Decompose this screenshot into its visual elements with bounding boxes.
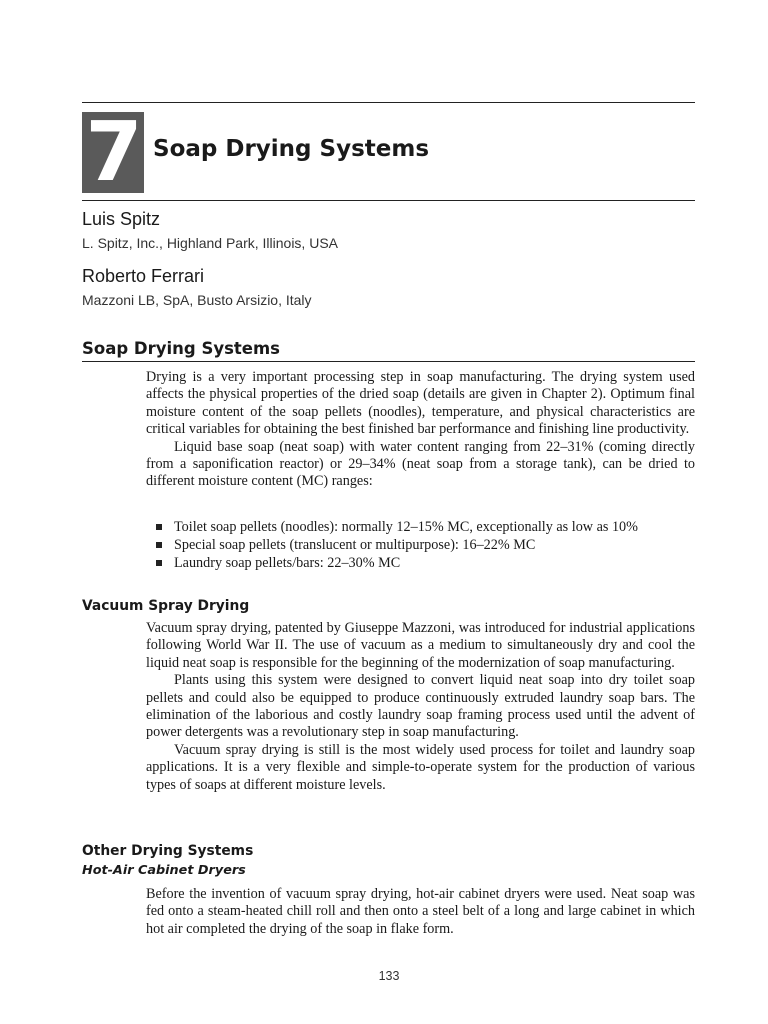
list-item (156, 518, 638, 536)
top-rule (82, 102, 695, 103)
subsection-heading: Other Drying Systems (82, 843, 254, 859)
paragraph: Plants using this system were designed to convert liquid neat soap into dry toilet soap pellets and could also be equipped to produce continuously extruded laundry soap bars. The elimination of the laborious and costly laundry soap framing process used until the advent of power detergents was a revolutionary step in soap manufacturing. (146, 672, 695, 741)
intro-text-block (146, 369, 695, 491)
paragraph: Drying is a very important processing step in soap manufacturing. The drying system used affects the physical properties of the dried soap (details are given in Chapter 2). Optimum final moisture content of the soap pellets (noodles), temperature, and physical characteristics are critical variables for obtaining the best finished bar performance and finishing line productivity. (146, 369, 695, 438)
page-number: 133 (378, 969, 400, 983)
sub-subsection-heading: Hot-Air Cabinet Dryers (82, 863, 246, 878)
paragraph: Vacuum spray drying, patented by Giuseppe Mazzoni, was introduced for industrial applications following World War II. The use of vacuum as a medium to simultaneously dry and cool the liquid neat soap is responsible for the beginning of the modernization of soap manufacturing. (146, 620, 695, 671)
bullet-square-icon (156, 524, 162, 530)
title-rule (82, 200, 695, 201)
list-item (156, 536, 638, 554)
subsection-heading: Vacuum Spray Drying (82, 598, 250, 614)
vacuum-text-block (146, 620, 695, 794)
list-item (156, 554, 638, 572)
author-affiliation: Mazzoni LB, SpA, Busto Arsizio, Italy (82, 292, 312, 308)
chapter-number: 7 (85, 105, 141, 200)
moisture-range-list (156, 518, 638, 572)
section-rule (82, 361, 695, 362)
hotair-text-block (146, 886, 695, 938)
author-name: Luis Spitz (82, 209, 161, 229)
author-name: Roberto Ferrari (82, 266, 205, 286)
paragraph: Before the invention of vacuum spray drying, hot-air cabinet dryers were used. Neat soap was fed onto a steam-heated chill roll and then onto a steel belt of a long and large cabinet in which hot air completed the drying of the soap in flake form. (146, 886, 695, 937)
author-affiliation: L. Spitz, Inc., Highland Park, Illinois, USA (82, 235, 338, 251)
paragraph: Liquid base soap (neat soap) with water content ranging from 22–31% (coming directly from a saponification reactor) or 29–34% (neat soap from a storage tank), can be dried to different moisture content (MC) ranges: (146, 438, 695, 490)
list-item-text: Special soap pellets (translucent or multipurpose): 16–22% MC (174, 537, 536, 553)
bullet-square-icon (156, 542, 162, 548)
chapter-title: Soap Drying Systems (153, 136, 430, 162)
list-item-text: Laundry soap pellets/bars: 22–30% MC (174, 555, 401, 571)
section-heading: Soap Drying Systems (82, 339, 281, 358)
paragraph: Vacuum spray drying is still is the most widely used process for toilet and laundry soap applications. It is a very flexible and simple-to-operate system for the production of various types of soaps at different moisture levels. (146, 741, 695, 793)
chapter-number-box (82, 105, 144, 200)
list-item-text: Toilet soap pellets (noodles): normally 12–15% MC, exceptionally as low as 10% (174, 519, 638, 535)
bullet-square-icon (156, 560, 162, 566)
